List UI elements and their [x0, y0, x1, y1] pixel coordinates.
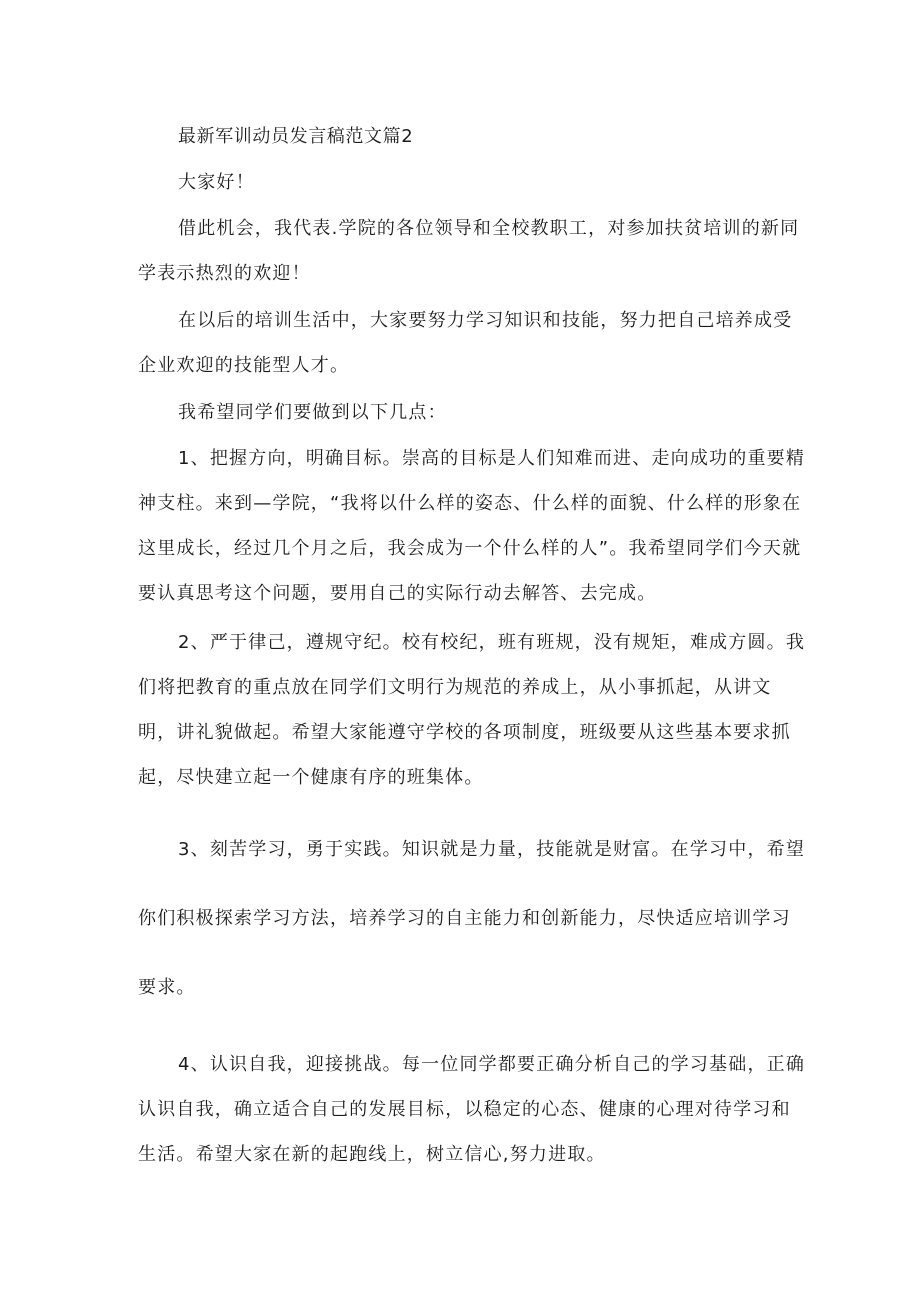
expectations-intro-paragraph: 我希望同学们要做到以下几点： — [178, 402, 447, 423]
point-3-paragraph: 3、刻苦学习，勇于实践。知识就是力量，技能就是财富。在学习中，希望你们积极探索学习方法，培养学习的自主能力和创新能力，尽快适应培训学习要求。 — [138, 839, 806, 998]
greeting-paragraph: 大家好！ — [178, 172, 255, 193]
welcome-paragraph: 借此机会，我代表.学院的各位领导和全校教职工，对参加扶贫培训的新同学表示热烈的欢迎！ — [138, 218, 800, 284]
point-1-paragraph: 1、把握方向，明确目标。崇高的目标是人们知难而进、走向成功的重要精神支柱。来到—学院，“我将以什么样的姿态、什么样的面貌、什么样的形象在这里成长，经过几个月之后，我会成为一个什么样的人”。我希望同学们今天就要认真思考这个问题，要用自己的实际行动去解答、去完成。 — [138, 448, 806, 604]
training-paragraph: 在以后的培训生活中，大家要努力学习知识和技能，努力把自己培养成受企业欢迎的技能型人才。 — [138, 310, 793, 376]
document-title: 最新军训动员发言稿范文篇2 — [178, 126, 414, 147]
point-4-paragraph: 4、认识自我，迎接挑战。每一位同学都要正确分析自己的学习基础，正确认识自我，确立适合自己的发展目标，以稳定的心态、健康的心理对待学习和生活。希望大家在新的起跑线上，树立信心,努力进取。 — [138, 1054, 806, 1165]
point-2-paragraph: 2、严于律己，遵规守纪。校有校纪，班有班规，没有规矩，难成方圆。我们将把教育的重点放在同学们文明行为规范的养成上，从小事抓起，从讲文明，讲礼貌做起。希望大家能遵守学校的各项制度，班级要从这些基本要求抓起，尽快建立起一个健康有序的班集体。 — [138, 632, 806, 788]
